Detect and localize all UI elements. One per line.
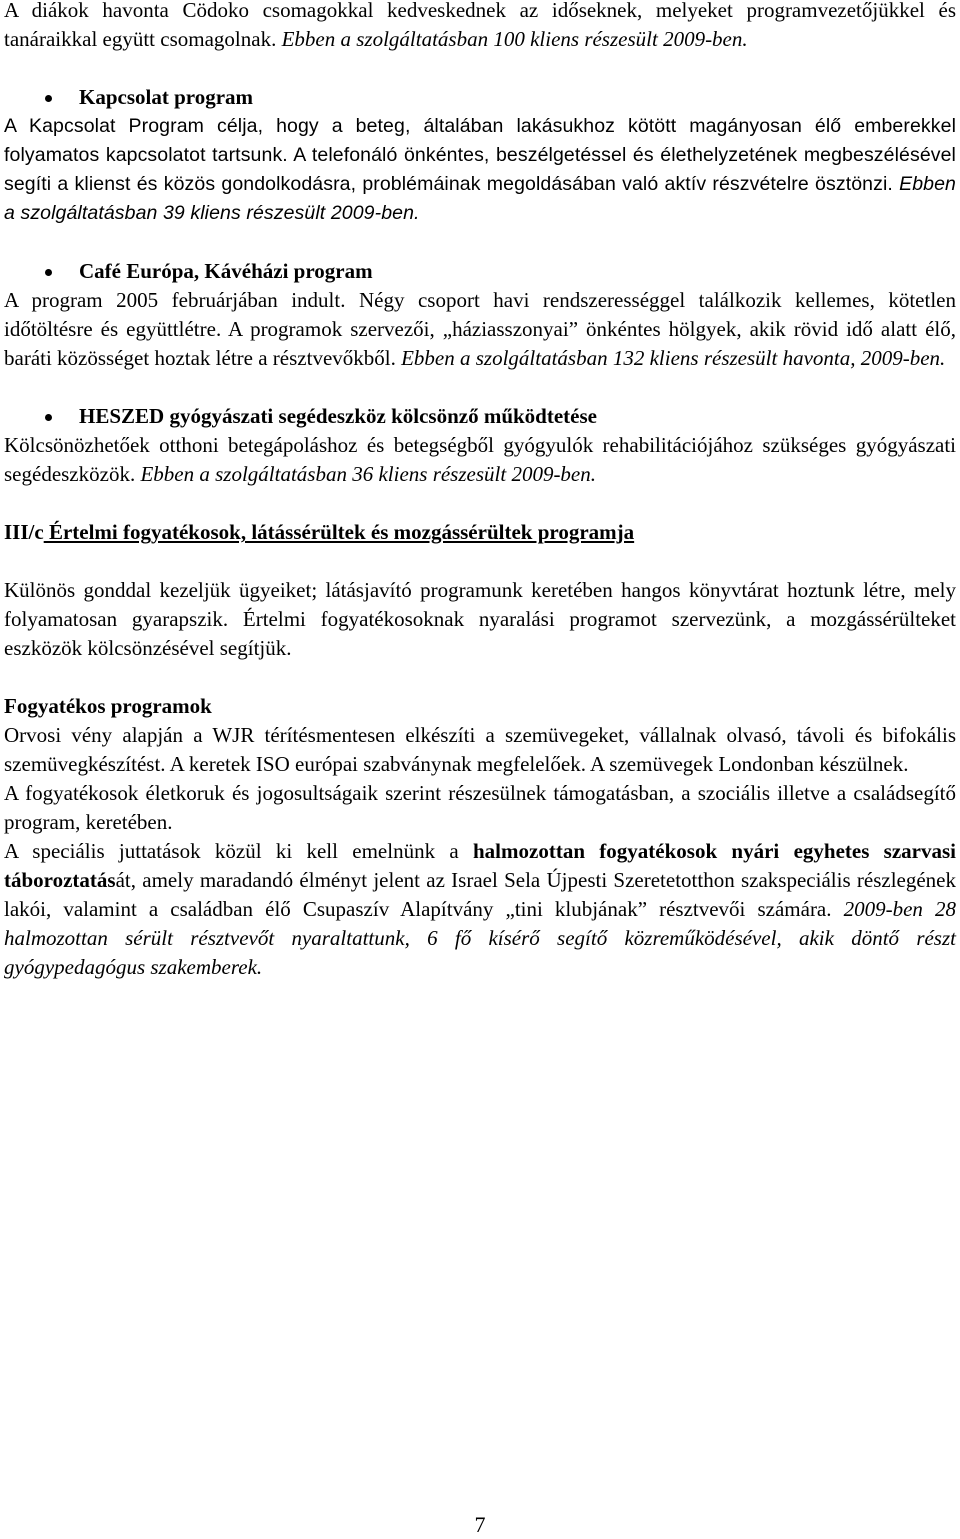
heszed-text: Kölcsönözhetőek otthoni betegápoláshoz és betegségből gyógyulók rehabilitációjához szükséges gyógyászati segédeszközök.: [4, 433, 956, 486]
cafe-paragraph: [4, 286, 956, 373]
kapcsolat-text: A Kapcsolat Program célja, hogy a beteg, általában lakásukhoz kötött magányosan élő emberekkel folyamatos kapcsolatot tartsunk. A telefonáló önkéntes, beszélgetéssel és élethelyzetének megbeszélésével segíti a klienst és közös gondolkodásra, problémáinak megoldásában való aktív részvételre ösztönzi.: [4, 115, 956, 195]
cafe-italic: Ebben a szolgáltatásban 132 kliens részesült havonta, 2009-ben.: [401, 346, 946, 370]
para3-start: A speciális juttatások közül ki kell emelnünk a: [4, 839, 473, 863]
cafe-text: A program 2005 februárjában indult. Négy csoport havi rendszerességgel találkozik kellemes, kötetlen időtöltésre és együttlétre. A programok szervezői, „háziasszonyai” önkéntes hölgyek, akik rövid idő alatt élő, baráti közösséget hoztak létre a résztvevőkből.: [4, 288, 956, 370]
cafe-heading-text: Café Európa, Kávéházi program: [79, 259, 373, 283]
heszed-heading: [4, 402, 956, 431]
para3-rest: át, amely maradandó élményt jelent az Israel Sela Újpesti Szeretetotthon szakspeciális részlegének lakói, valamint a családban élő Csupaszív Alapítvány „tini klubjának” résztvevői számára.: [4, 868, 956, 921]
kapcsolat-heading-text: Kapcsolat program: [79, 85, 254, 109]
bullet-icon: [45, 414, 52, 421]
heszed-paragraph: [4, 431, 956, 489]
kapcsolat-paragraph: [4, 112, 956, 228]
fogyatekos-paragraph-1: Orvosi vény alapján a WJR térítésmentesen elkészíti a szemüvegeket, vállalnak olvasó, távoli és bifokális szemüvegkészítést. A keretek ISO európai szabványnak megfelelőek. A szemüvegek Londonban készülnek.: [4, 723, 956, 776]
para3-italic: 2009-ben 28 halmozottan sérült résztvevőt nyaraltattunk, 6 fő kísérő segítő közreműködésével, akik döntő részt gyógypedagógus szakemberek.: [4, 897, 956, 979]
section-title-text: Értelmi fogyatékosok, látássérültek és mozgássérültek programja: [43, 520, 635, 544]
section-prefix: III/c: [4, 520, 44, 544]
intro-italic: Ebben a szolgáltatásban 100 kliens részesült 2009-ben.: [281, 27, 748, 51]
fogyatekos-paragraph-2: A fogyatékosok életkoruk és jogosultságaik szerint részesülnek támogatásban, a szociális illetve a családsegítő program, keretében.: [4, 781, 956, 834]
bullet-icon: [45, 269, 52, 276]
heszed-heading-text: HESZED gyógyászati segédeszköz kölcsönző működtetése: [79, 404, 597, 428]
kapcsolat-heading: [4, 83, 956, 112]
bullet-icon: [45, 95, 52, 102]
section-paragraph: Különös gonddal kezeljük ügyeiket; látásjavító programunk keretében hangos könyvtárat hoztunk létre, mely folyamatosan gyarapszik. Értelmi fogyatékosoknak nyaralási programot szervezünk, a mozgássérülteket eszközök kölcsönzésével segítjük.: [4, 578, 956, 660]
intro-text: A diákok havonta Cödoko csomagokkal kedveskednek az időseknek, melyeket programvezetőjükkel és tanáraikkal együtt csomagolnak.: [4, 0, 956, 51]
document-page: [4, 0, 956, 982]
intro-paragraph: [4, 0, 956, 54]
fogyatekos-paragraph-3: [4, 837, 956, 982]
section-title: [4, 518, 956, 547]
page-number: 7: [474, 1512, 486, 1537]
para3-bold: halmozottan fogyatékosok nyári egyhetes szarvasi táboroztatás: [4, 839, 956, 892]
cafe-heading: [4, 257, 956, 286]
heszed-italic: Ebben a szolgáltatásban 36 kliens részesült 2009-ben.: [140, 462, 597, 486]
kapcsolat-italic: Ebben a szolgáltatásban 39 kliens részesült 2009-ben.: [4, 173, 956, 224]
fogyatekos-heading: Fogyatékos programok: [4, 694, 212, 718]
